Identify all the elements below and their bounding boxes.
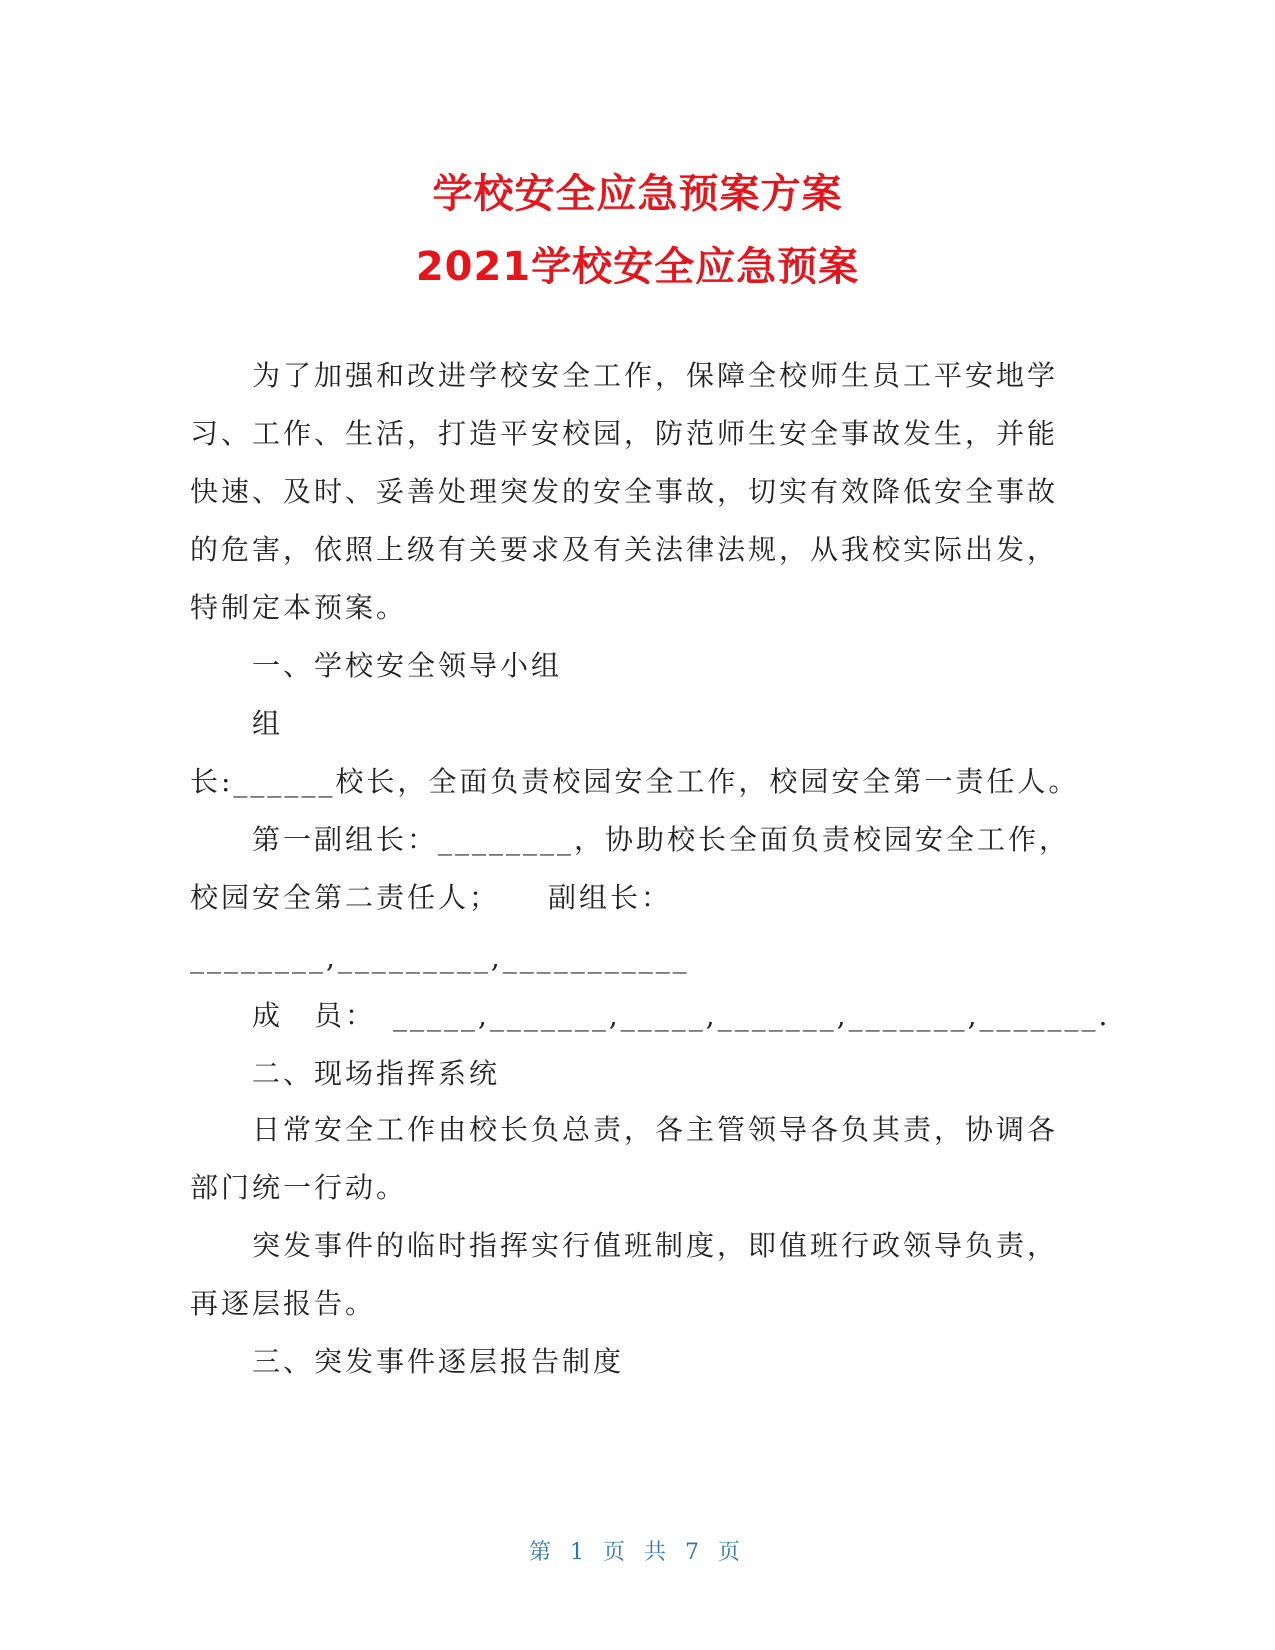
paragraph-line: 第一副组长：________，协助校长全面负责校园安全工作， <box>252 823 1071 856</box>
paragraph-line: 再逐层报告。 <box>190 1287 377 1320</box>
paragraph-line: 为了加强和改进学校安全工作，保障全校师生员工平安地学 <box>252 359 1059 392</box>
paragraph-line: 快速、及时、妥善处理突发的安全事故，切实有效降低安全事故 <box>190 475 1059 508</box>
paragraph-line: 部门统一行动。 <box>190 1171 408 1204</box>
paragraph-line: 校园安全第二责任人； 副组长： <box>190 881 673 914</box>
paragraph-line: 特制定本预案。 <box>190 591 408 624</box>
section-heading-1: 一、学校安全领导小组 <box>252 649 563 682</box>
document-title-line1: 学校安全应急预案方案 <box>432 171 843 217</box>
paragraph-line: 的危害，依照上级有关要求及有关法律法规，从我校实际出发， <box>190 533 1059 566</box>
paragraph-line: 习、工作、生活，打造平安校园，防范师生安全事故发生，并能 <box>190 417 1059 450</box>
paragraph-line: 组 <box>252 707 284 740</box>
members-line: 成 员： _____,_______,_____,_______,_______,_______. <box>252 999 1111 1032</box>
document-title-line2: 2021学校安全应急预案 <box>415 244 860 290</box>
page-footer: 第 1 页 共 7 页 <box>529 1540 746 1565</box>
paragraph-line: 突发事件的临时指挥实行值班制度，即值班行政领导负责， <box>252 1229 1059 1262</box>
section-heading-2: 二、现场指挥系统 <box>252 1057 501 1090</box>
section-heading-3: 三、突发事件逐层报告制度 <box>252 1345 625 1378</box>
paragraph-line: 日常安全工作由校长负总责，各主管领导各负其责，协调各 <box>252 1113 1059 1146</box>
paragraph-line: 长:______校长，全面负责校园安全工作，校园安全第一责任人。 <box>190 765 1080 798</box>
blank-fill-line: ________,_________,___________ <box>190 941 690 974</box>
